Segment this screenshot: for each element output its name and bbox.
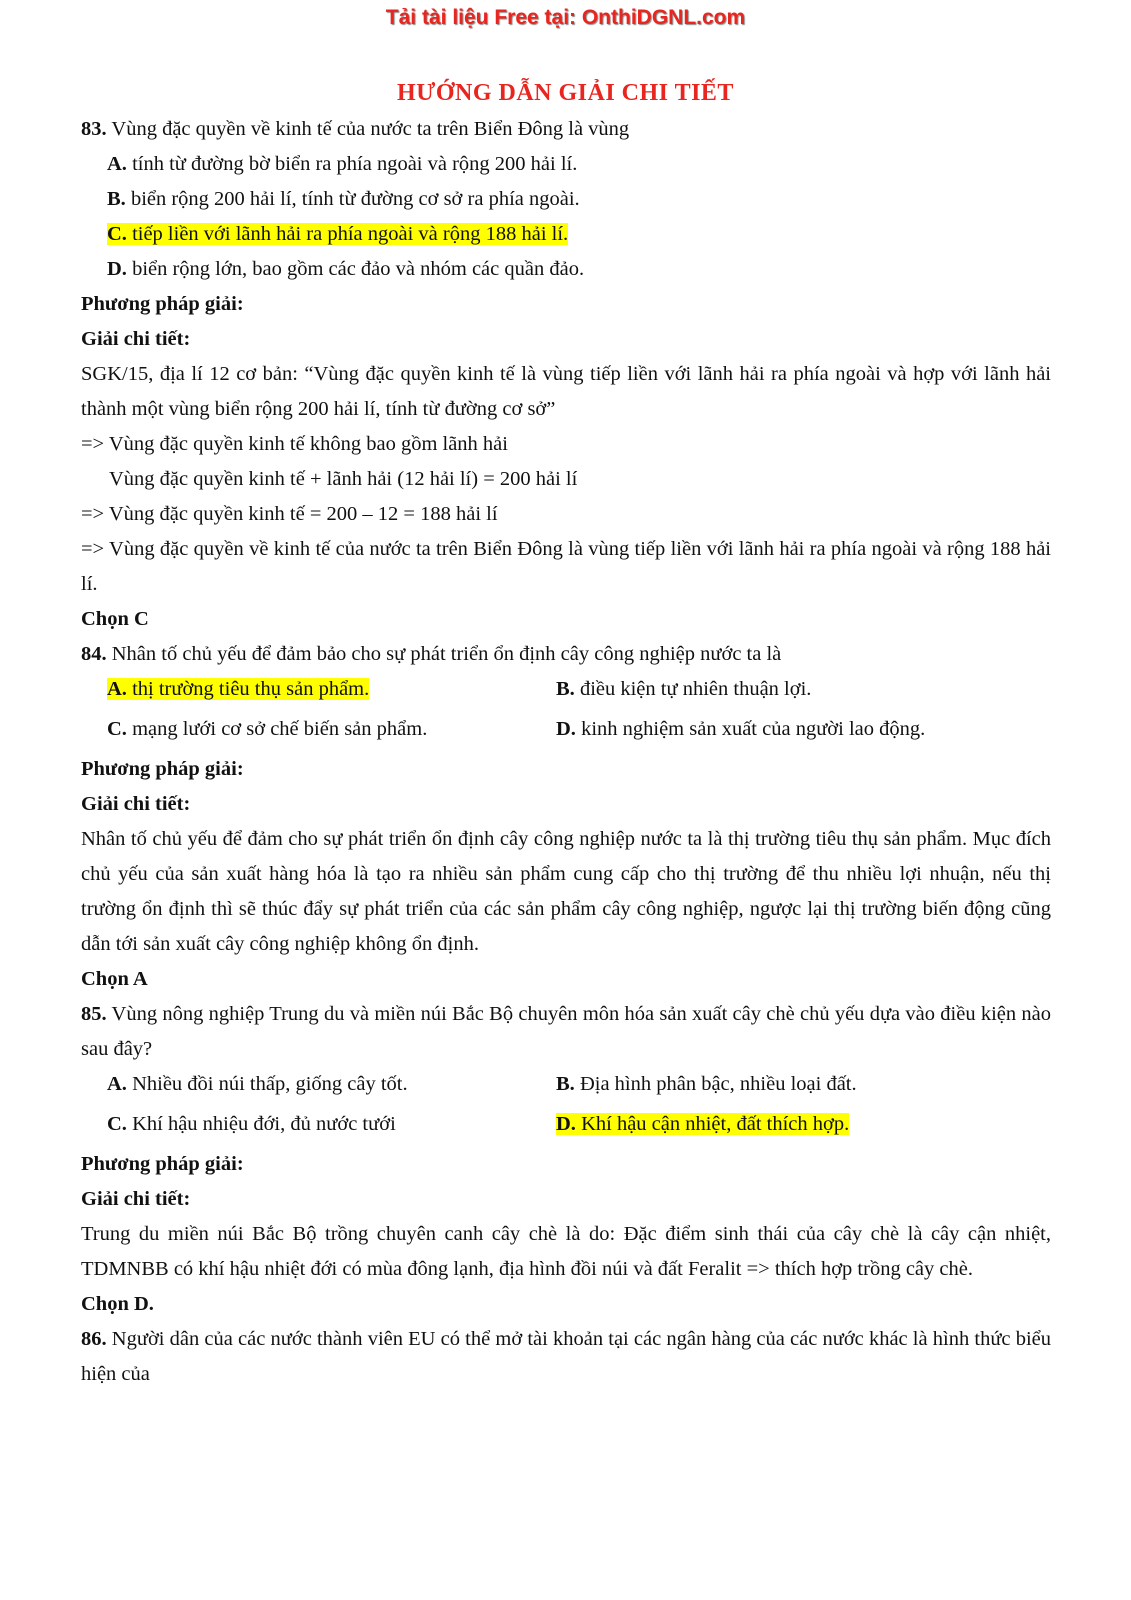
solution-line: Vùng đặc quyền kinh tế + lãnh hải (12 hải lí) = 200 hải lí <box>109 468 578 490</box>
solution-line: SGK/15, địa lí 12 cơ bản: “Vùng đặc quyền kinh tế là vùng tiếp liền với lãnh hải ra phía ngoài và hợp với lãnh hải thành một vùng biển rộng 200 hải lí, tính từ đường cơ sở” <box>81 363 1051 420</box>
option-letter: A. <box>107 678 127 700</box>
option-text: Nhiều đồi núi thấp, giống cây tốt. <box>132 1073 408 1095</box>
option-b <box>556 672 811 707</box>
question-number: 83. <box>81 118 107 140</box>
option-c <box>81 1107 556 1142</box>
options-row <box>81 1107 1051 1142</box>
document-body <box>81 112 1051 1392</box>
option-a-correct <box>81 672 556 707</box>
option-letter: D. <box>556 718 576 740</box>
question-text: Nhân tố chủ yếu để đảm bảo cho sự phát triển ổn định cây công nghiệp nước ta là <box>111 643 782 665</box>
question-84 <box>81 637 1051 672</box>
question-86 <box>81 1322 1051 1392</box>
question-text: Người dân của các nước thành viên EU có thể mở tài khoản tại các ngân hàng của các nước khác là hình thức biểu hiện của <box>81 1328 1051 1385</box>
option-text: tính từ đường bờ biển ra phía ngoài và rộng 200 hải lí. <box>132 153 578 175</box>
option-letter: D. <box>107 258 127 280</box>
option-text: thị trường tiêu thụ sản phẩm. <box>132 678 370 700</box>
question-85 <box>81 997 1051 1067</box>
option-text: Khí hậu cận nhiệt, đất thích hợp. <box>581 1113 850 1135</box>
solution-line: Trung du miền núi Bắc Bộ trồng chuyên canh cây chè là do: Đặc điểm sinh thái của cây chè là cây cận nhiệt, TDMNBB có khí hậu nhiệt đới có mùa đông lạnh, địa hình đồi núi và đất Feralit => thích hợp trồng cây chè. <box>81 1223 1051 1280</box>
detail-heading: Giải chi tiết: <box>81 328 191 350</box>
detail-heading: Giải chi tiết: <box>81 1188 191 1210</box>
option-letter: C. <box>107 223 127 245</box>
option-letter: B. <box>556 1073 575 1095</box>
answer-line: Chọn A <box>81 968 148 990</box>
option-a <box>81 1067 556 1102</box>
option-letter: B. <box>556 678 575 700</box>
option-letter: D. <box>556 1113 576 1135</box>
solution-line: Nhân tố chủ yếu để đảm cho sự phát triển ổn định cây công nghiệp nước ta là thị trường tiêu thụ sản phẩm. Mục đích chủ yếu của sản xuất hàng hóa là tạo ra nhiều sản phẩm cung cấp cho thị trường để thu nhiều lợi nhuận, nếu thị trường ổn định thì sẽ thúc đẩy sự phát triển của các sản phẩm cây công nghiệp, ngược lại thị trường biến động cũng dẫn tới sản xuất cây công nghiệp không ổn định. <box>81 828 1051 955</box>
option-text: mạng lưới cơ sở chế biến sản phẩm. <box>132 718 428 740</box>
question-number: 86. <box>81 1328 107 1350</box>
options-row <box>81 672 1051 707</box>
option-a <box>81 147 1051 182</box>
option-c-correct <box>81 217 1051 252</box>
option-text: tiếp liền với lãnh hải ra phía ngoài và rộng 188 hải lí. <box>132 223 569 245</box>
option-text: Địa hình phân bậc, nhiều loại đất. <box>579 1073 857 1095</box>
option-text: biển rộng lớn, bao gồm các đảo và nhóm các quần đảo. <box>132 258 585 280</box>
solution-line: => Vùng đặc quyền kinh tế không bao gồm lãnh hải <box>81 433 508 455</box>
question-number: 84. <box>81 643 107 665</box>
option-letter: C. <box>107 718 127 740</box>
option-text: biển rộng 200 hải lí, tính từ đường cơ sở ra phía ngoài. <box>130 188 580 210</box>
answer-line: Chọn C <box>81 608 149 630</box>
question-number: 85. <box>81 1003 107 1025</box>
method-heading: Phương pháp giải: <box>81 1153 244 1175</box>
option-d <box>81 252 1051 287</box>
method-heading: Phương pháp giải: <box>81 758 244 780</box>
question-83 <box>81 112 1051 147</box>
option-text: kinh nghiệm sản xuất của người lao động. <box>581 718 926 740</box>
options-row <box>81 712 1051 747</box>
question-text: Vùng đặc quyền về kinh tế của nước ta trên Biển Đông là vùng <box>111 118 630 140</box>
option-b <box>556 1067 857 1102</box>
question-text: Vùng nông nghiệp Trung du và miền núi Bắc Bộ chuyên môn hóa sản xuất cây chè chủ yếu dựa vào điều kiện nào sau đây? <box>81 1003 1051 1060</box>
option-b <box>81 182 1051 217</box>
detail-heading: Giải chi tiết: <box>81 793 191 815</box>
option-d <box>556 712 925 747</box>
solution-line: => Vùng đặc quyền về kinh tế của nước ta trên Biển Đông là vùng tiếp liền với lãnh hải ra phía ngoài và rộng 188 hải lí. <box>81 538 1051 595</box>
option-letter: B. <box>107 188 126 210</box>
options-row <box>81 1067 1051 1102</box>
option-text: Khí hậu nhiệu đới, đủ nước tưới <box>132 1113 396 1135</box>
site-banner: Tải tài liệu Free tại: OnthiDGNL.com <box>385 6 746 29</box>
option-c <box>81 712 556 747</box>
page-title: HƯỚNG DẪN GIẢI CHI TIẾT <box>397 80 734 106</box>
option-text: điều kiện tự nhiên thuận lợi. <box>579 678 812 700</box>
solution-line: => Vùng đặc quyền kinh tế = 200 – 12 = 188 hải lí <box>81 503 498 525</box>
answer-line: Chọn D. <box>81 1293 154 1315</box>
option-d-correct <box>556 1107 849 1142</box>
option-letter: A. <box>107 153 127 175</box>
method-heading: Phương pháp giải: <box>81 293 244 315</box>
option-letter: C. <box>107 1113 127 1135</box>
option-letter: A. <box>107 1073 127 1095</box>
